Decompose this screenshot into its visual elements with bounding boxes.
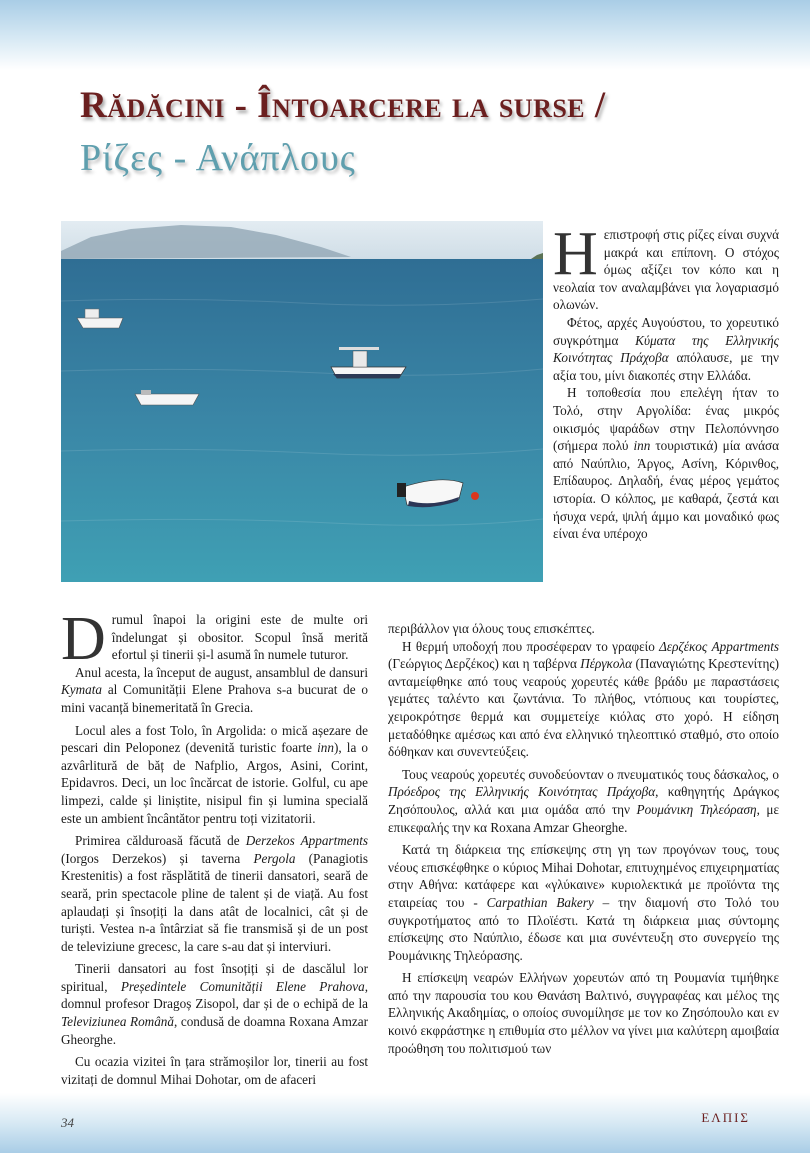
title-greek: Ρίζες - Ανάπλους: [80, 137, 356, 179]
bottom-gradient-band: [0, 1093, 810, 1153]
greek-column-top: Η επιστροφή στις ρίζες είναι συχνά μακρά και επίπονη. Ο στόχος όμως αξίζει τον κόπο και η νεολαία τον αναλαμβάνει για λογαριασμό ολωνών. Φέτος, αρχές Αυγούστου, το χορευτικό συγκρότημα Κύματα της Ελληνικής Κοινότητας Πράχοβα απόλαυσε, με την αξία του, μίνι διακοπές στην Ελλάδα. Η τοποθεσία που επελέγη ήταν το Τολό, στην Αργολίδα: ένας μικρός οικισμός ψαράδων στην Πελοπόννησο (σήμερα πολύ inn τουριστικά) μία ανάσα από Ναύπλιο, Άργος, Ασίνη, Κόρινθος, Επίδαυρος. Δηλαδή, ένας μέρος γεμάτος ιστορία. Ο κόλπος, με καθαρά, ζεστά και ήσυχα νερά, ψιλή άμμο και μοναδικό φως είναι ένα υπέροχο: [553, 220, 779, 542]
dropcap-romanian: D: [61, 605, 106, 673]
title-romanian: Rădăcini - Întoarcere la surse /: [80, 85, 606, 126]
sea-boats-photo: [61, 221, 543, 582]
dropcap-greek: Η: [553, 220, 598, 288]
page-number: 34: [61, 1115, 74, 1130]
greek-column-bottom: περιβάλλον για όλους τους επισκέπτες. Η θερμή υποδοχή που προσέφεραν το γραφείο Δερζέκος Appartments (Γεώργιος Δερζέκος) και η ταβέρνα Πέργκολα (Παναγιώτης Κρεστενίτης) ανταμείφθηκε από τους νεαρούς χορευτές κάθε βράδυ με παραστάσεις γεμάτες ταλέντο και ζωντάνια. Το πλήθος, ντόπιους και τουρίστες, χειροκρότησε θερμά και συμμετείχε κιόλας στο χορό. Η είδηση μεταδόθηκε αμέσως και από ένα ελληνικό τηλεοπτικό σταθμό, στο οποίο δόθηκαν και συνεντεύξεις. Τους νεαρούς χορευτές συνοδεύονταν ο πνευματικός τους δάσκαλος, ο Πρόεδρος της Ελληνικής Κοινότητας Πράχοβα, καθηγητής Δράγκος Ζησόπουλος, αλλά και μια ομάδα από την Ρουμάνικη Τηλεόραση, με επικεφαλής την κα Roxana Amzar Gheorghe. Κατά τη διάρκεια της επίσκεψης στη γη των προγόνων τους, τους νέους επισκέφθηκε ο κύριος Mihai Dohotar, επιτυχημένος επιχειρηματίας στην Αθήνα: κατάφερε και «γλύκαινε» κυριολεκτικά με προϊόντα της εταιρείας του - Carpathian Bakery – την διαμονή στο Τολό του συγκροτήματος από το Πλοϊέστι. Κατά τη διάρκεια μιας σύντομης επίσκεψης στο Ναύπλιο, έδωσε και μια συνέντευξη στο συνεργείο της Ρουμάνικης Τηλεόρασης. Η επίσκεψη νεαρών Ελλήνων χορευτών από τη Ρουμανία τιμήθηκε από την παρουσία του κου Θανάση Βαλτινό, συγγραφέας και μέλος της Ελληνικής Ακαδημίας, ο οποίος συνομίλησε με τον κο Ζησόπουλο και εν κοινό εκφράστηκε η επιθυμία στο μέλλον να γίνει μια καλύτερη αμοιβαία προώθηση του πολιτισμού των: [388, 621, 779, 1056]
magazine-name: ΕΛΠΙΣ: [701, 1110, 750, 1125]
romanian-column: Drumul înapoi la origini este de multe ori îndelungat și obositor. Scopul însă merită efortul și tinerii și-l asumă în numele tuturor. Anul acesta, la început de august, ansamblul de dansuri Kymata al Comunității Elene Prahova s-a bucurat de o mini vacanță binemeritată în Grecia. Locul ales a fost Tolo, în Argolida: o mică așezare de pescari din Peloponez (devenită turistic foarte inn), la o azvârlitură de băț de Nafplio, Argos, Asini, Corint, Epidavros. Deci, un loc încărcat de istorie. Golful, cu ape limpezi, calde și liniștite, nisipul fin și lumina specială este un ambient încântător pentru toți vizitatorii. Primirea călduroasă făcută de Derzekos Appartments (Iorgos Derzekos) și taverna Pergola (Panagiotis Krestenitis) a fost răsplătită de tinerii dansatori, seară de seară, prin spectacole pline de talent și de viață. Au fost aplaudați și însoțiți la dans atât de localnici, cât și de turiști. Vestea n-a întârziat să fie transmisă și de un post de televiziune grecesc, la care s-au dat și interviuri. Tinerii dansatori au fost însoțiți și de dascălul lor spiritual, Președintele Comunității Elene Prahova, domnul profesor Dragoș Zisopol, dar și de o echipă de la Televiziunea Română, condusă de doamna Roxana Amzar Gheorghe. Cu ocazia vizitei în țara strămoșilor lor, tinerii au fost vizitați de domnul Mihai Dohotar, om de afaceri: [61, 605, 368, 1087]
top-gradient-band: [0, 0, 810, 70]
